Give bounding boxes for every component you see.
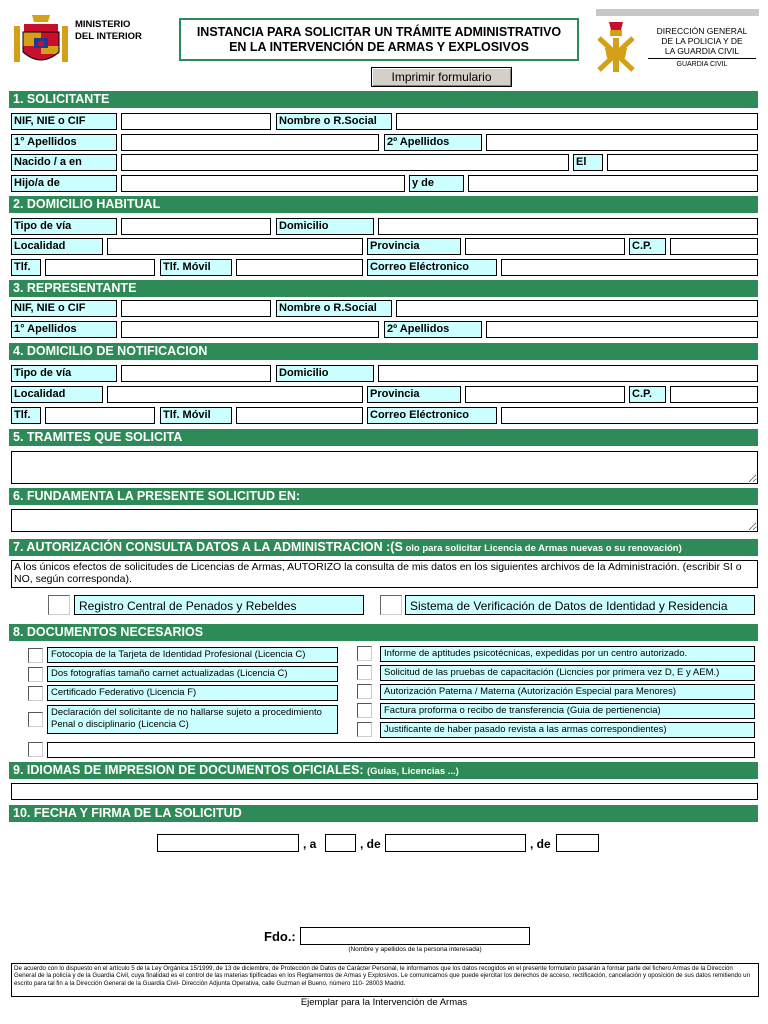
label-not-domicilio: Domicilio [276,365,374,382]
label-tipo-via: Tipo de vía [11,218,117,235]
section-autorizacion [9,539,758,556]
doc-solicitud-pruebas-label: Solicitud de las pruebas de capacitación (Licncies por primera vez D, E y AEM.) [380,665,755,681]
label-cp: C.P. [629,238,666,255]
label-domicilio: Domicilio [276,218,374,235]
sistema-verificacion-input[interactable] [380,595,402,615]
ministerio-line2: DEL INTERIOR [75,31,142,42]
solicitante-apellido2-input[interactable] [486,134,758,151]
tramites-textarea[interactable] [11,451,758,484]
label-not-cp: C.P. [629,386,666,403]
representante-nombre-input[interactable] [396,300,758,317]
dg-line2: DE LA POLICIA Y DE [661,36,743,46]
label-rep-nif: NIF, NIE o CIF [11,300,117,317]
title-line1: INSTANCIA PARA SOLICITAR UN TRÁMITE ADMINISTRATIVO [196,25,562,39]
section-domicilio-notificacion: 4. DOMICILIO DE NOTIFICACION [9,343,758,360]
doc-checkbox-otro[interactable] [28,742,43,757]
section-representante: 3. REPRESENTANTE [9,280,758,297]
form-title [179,18,579,61]
label-correo: Correo Eléctronico [367,259,497,276]
sep-de2: , de [530,837,551,851]
domicilio-localidad-input[interactable] [107,238,363,255]
label-nombre: Nombre o R.Social [276,113,392,130]
firma-nombre-input[interactable] [300,927,530,945]
notificacion-tipo-via-input[interactable] [121,365,271,382]
label-rep-apellido1: 1° Apellidos [11,321,117,338]
sep-de1: , de [360,837,381,851]
section-solicitante: 1. SOLICITANTE [9,91,758,108]
label-not-tlf-movil: Tlf. Móvil [160,407,232,424]
label-nif: NIF, NIE o CIF [11,113,117,130]
fundamenta-textarea[interactable] [11,509,758,532]
domicilio-tlf-input[interactable] [45,259,155,276]
label-y-de: y de [409,175,464,192]
doc-otro-input[interactable] [47,742,755,758]
idiomas-input[interactable] [11,783,758,800]
registro-penados-input[interactable] [48,595,70,615]
domicilio-correo-input[interactable] [501,259,758,276]
section-tramites: 5. TRAMITES QUE SOLICITA [9,429,758,446]
solicitante-apellido1-input[interactable] [121,134,379,151]
label-provincia: Provincia [367,238,461,255]
label-not-correo: Correo Eléctronico [367,407,497,424]
section-idiomas-title: 9. IDIOMAS DE IMPRESION DE DOCUMENTOS OFICIALES: [13,763,367,777]
domicilio-tipo-via-input[interactable] [121,218,271,235]
domicilio-input[interactable] [378,218,758,235]
section-idiomas [9,762,758,779]
doc-checkbox-justificante[interactable] [357,722,372,737]
dg-line1: DIRECCIÓN GENERAL [656,26,748,36]
doc-tarjeta-label: Fotocopia de la Tarjeta de Identidad Profesional (Licencia C) [47,647,338,663]
firma-lugar-input[interactable] [157,834,299,852]
doc-factura-label: Factura proforma o recibo de transferencia (Guia de pertienencia) [380,703,755,719]
doc-fotografias-label: Dos fotografías tamaño carnet actualizadas (Licencia C) [47,666,338,682]
label-hijo: Hijo/a de [11,175,117,192]
title-line2: EN LA INTERVENCIÓN DE ARMAS Y EXPLOSIVOS [229,40,529,54]
label-not-localidad: Localidad [11,386,103,403]
doc-justificante-label: Justificante de haber pasado revista a las armas correspondientes) [380,722,755,738]
notificacion-tlf-movil-input[interactable] [236,407,363,424]
solicitante-madre-input[interactable] [468,175,758,192]
ejemplar-label: Ejemplar para la Intervención de Armas [300,997,468,1008]
notificacion-provincia-input[interactable] [465,386,625,403]
label-tlf: Tlf. [11,259,41,276]
section-domicilio-habitual: 2. DOMICILIO HABITUAL [9,196,758,213]
solicitante-nombre-input[interactable] [396,113,758,130]
doc-autorizacion-paterna-label: Autorización Paterna / Materna (Autorización Especial para Menores) [380,684,755,700]
section-documentos: 8. DOCUMENTOS NECESARIOS [9,624,758,641]
domicilio-provincia-input[interactable] [465,238,625,255]
solicitante-nif-input[interactable] [121,113,271,130]
solicitante-fecha-nacimiento-input[interactable] [607,154,758,171]
legal-notice: De acuerdo con lo dispuesto en el artículo 5 de la Ley Orgánica 15/1999, de 13 de diciembre, de Protección de Datos de Carácter Personal, le informamos que los datos recogidos en el presente formulario pasarán a formar parte del fichero Armas de la Dirección General de la policía y de la Guardia Civil, cuya finalidad es el control de las materias tipificadas en los Reglamentos de Armas y Explosivos. Le comunicamos que puede ejercitar los derechos de acceso, rectificación, cancelación y oposición de sus datos remitiendo un escrito para tal fin a la Dirección General de la Guardia Civil- Dirección Adjunta Operativa, calle Guzman el Bueno, número 110- 28003 Madrid. [11,963,759,997]
label-tlf-movil: Tlf. Móvil [160,259,232,276]
representante-apellido2-input[interactable] [486,321,758,338]
label-rep-apellido2: 2º Apellidos [384,321,482,338]
firma-dia-input[interactable] [325,834,356,852]
notificacion-cp-input[interactable] [670,386,758,403]
doc-checkbox-certificado[interactable] [28,686,43,701]
doc-declaracion-label: Declaración del solicitante de no hallarse sujeto a procedimiento Penal o disciplinario (Licencia C) [47,705,338,734]
label-not-tlf: Tlf. [11,407,41,424]
solicitante-padre-input[interactable] [121,175,405,192]
guardia-civil-emblem-icon [593,22,639,76]
doc-checkbox-factura[interactable] [357,703,372,718]
label-nacido: Nacido / a en [11,154,117,171]
notificacion-domicilio-input[interactable] [378,365,758,382]
autorizacion-text: A los únicos efectos de solicitudes de Licencias de Armas, AUTORIZO la consulta de mis datos en los siguientes archivos de la Administración. (escribir SI o NO, según corresponda). [11,560,758,588]
label-apellido1: 1° Apellidos [11,134,117,151]
dg-line3: LA GUARDIA CIVIL [664,46,740,56]
ministerio-line1: MINISTERIO [75,19,131,30]
label-not-provincia: Provincia [367,386,461,403]
domicilio-tlf-movil-input[interactable] [236,259,363,276]
header-grey-bar [596,9,759,16]
notificacion-correo-input[interactable] [501,407,758,424]
representante-nif-input[interactable] [121,300,271,317]
fdo-note: (Nombre y apellidos de la persona interesada) [348,946,482,953]
representante-apellido1-input[interactable] [121,321,379,338]
firma-mes-input[interactable] [385,834,526,852]
label-not-tipo-via: Tipo de vía [11,365,117,382]
section-fundamenta: 6. FUNDAMENTA LA PRESENTE SOLICITUD EN: [9,488,758,505]
section-autorizacion-title: 7. AUTORIZACIÓN CONSULTA DATOS A LA ADMINISTRACION :(S [13,540,403,554]
section-autorizacion-note: olo para solicitar Licencia de Armas nuevas o su renovación) [402,543,682,554]
label-localidad: Localidad [11,238,103,255]
doc-informe-label: Informe de aptitudes psicotécnicas, expedidas por un centro autorizado. [380,646,755,662]
solicitante-nacido-input[interactable] [121,154,569,171]
domicilio-cp-input[interactable] [670,238,758,255]
label-apellido2: 2º Apellidos [384,134,482,151]
notificacion-localidad-input[interactable] [107,386,363,403]
section-fecha-firma: 10. FECHA Y FIRMA DE LA SOLICITUD [9,805,758,822]
direccion-general-label [648,26,756,56]
doc-checkbox-fotografias[interactable] [28,667,43,682]
label-el: El [573,154,603,171]
registro-penados-label: Registro Central de Penados y Rebeldes [74,595,364,615]
doc-checkbox-declaracion[interactable] [28,712,43,727]
sep-a: , a [303,837,317,851]
ministerio-label [75,19,142,43]
notificacion-tlf-input[interactable] [45,407,155,424]
doc-checkbox-autorizacion-paterna[interactable] [357,684,372,699]
guardia-civil-label: GUARDIA CIVIL [648,58,756,68]
label-rep-nombre: Nombre o R.Social [276,300,392,317]
doc-checkbox-tarjeta[interactable] [28,648,43,663]
section-idiomas-note: (Guias, Licencias ...) [366,766,459,777]
doc-checkbox-solicitud-pruebas[interactable] [357,665,372,680]
spain-coat-of-arms-icon [12,12,70,68]
print-form-button[interactable]: Imprimir formulario [371,67,512,87]
sistema-verificacion-label: Sistema de Verificación de Datos de Identidad y Residencia [405,595,755,615]
firma-anio-input[interactable] [556,834,599,852]
fdo-label: Fdo.: [264,929,296,944]
doc-certificado-label: Certificado Federativo (Licencia F) [47,685,338,701]
doc-checkbox-informe[interactable] [357,646,372,661]
